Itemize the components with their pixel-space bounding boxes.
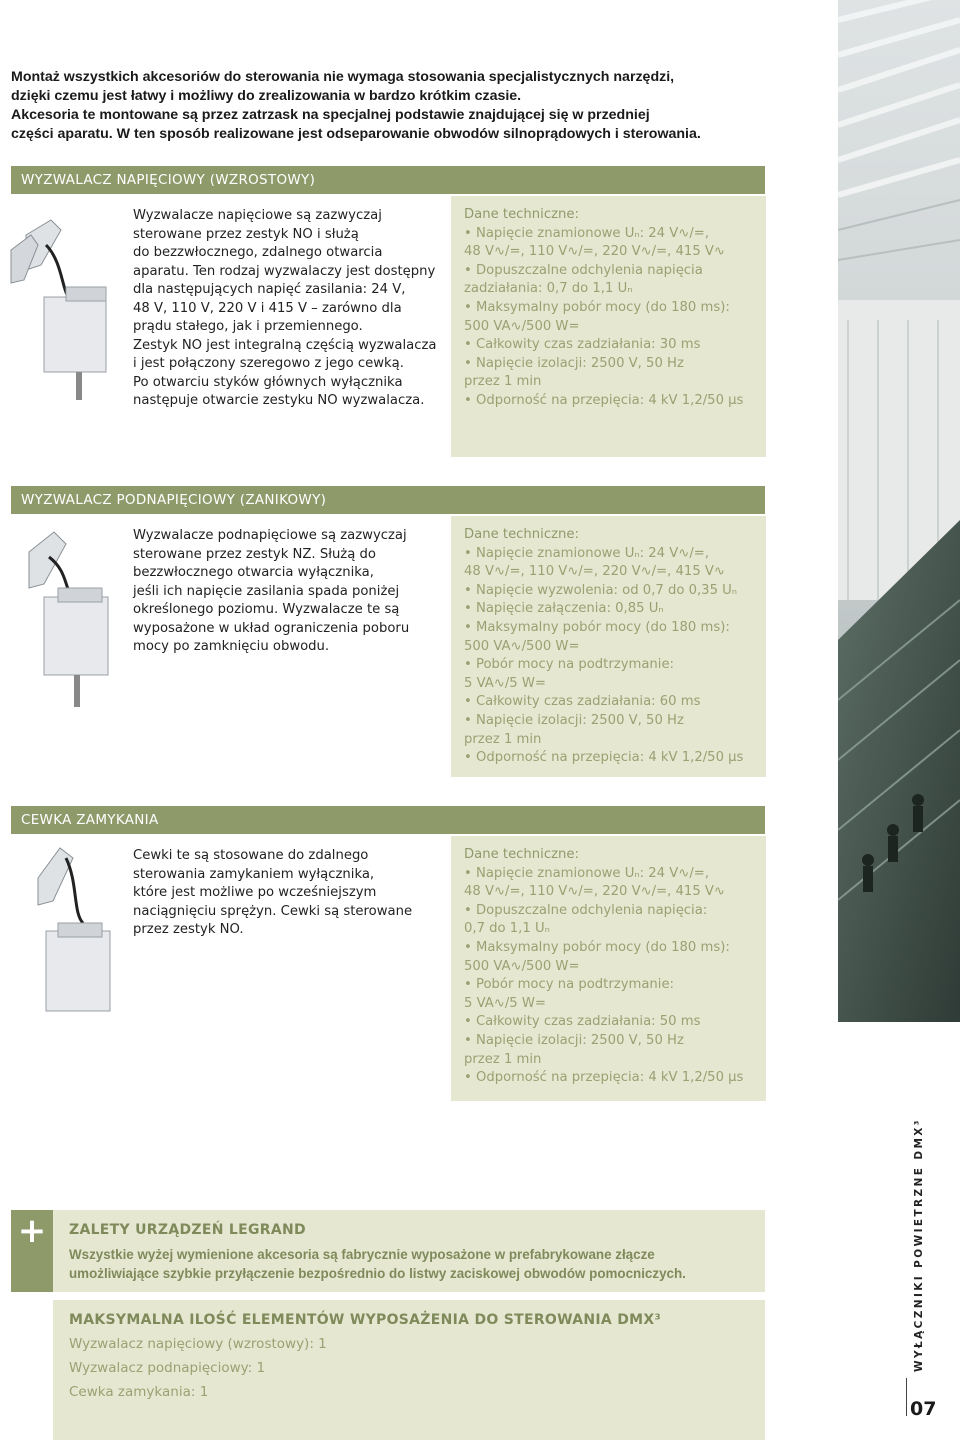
tech-line: • Całkowity czas zadziałania: 30 ms [464, 337, 701, 353]
footer-vertical-title: WYŁĄCZNIKI POWIETRZNE DMX³ [913, 1118, 925, 1372]
desc-line: dla następujących napięć zasilania: 24 V, [133, 282, 406, 297]
desc-line: Cewki te są stosowane do zdalnego [133, 848, 369, 863]
intro-line: Montaż wszystkich akcesoriów do sterowania nie wymaga stosowania specjalistycznych narzędzi, [11, 69, 675, 85]
tech-line: • Pobór mocy na podtrzymanie: [464, 977, 675, 993]
advantages-title: ZALETY URZĄDZEŃ LEGRAND [69, 1222, 306, 1238]
tech-line: • Maksymalny pobór mocy (do 180 ms): [464, 939, 730, 955]
desc-line: jeśli ich napięcie zasilania spada poniżej [133, 583, 400, 599]
desc-line: prądu stałego, jak i przemiennego. [133, 319, 363, 334]
footer-divider [906, 1378, 907, 1416]
tech-line: 48 V∿/=, 110 V∿/=, 220 V∿/=, 415 V∿ [464, 564, 725, 580]
intro-paragraph [11, 68, 811, 144]
tech-heading: Dane techniczne: [464, 847, 579, 862]
desc-line: i jest połączony szeregowo z jego cewką. [133, 356, 404, 371]
shunt-trip-description [133, 207, 443, 411]
undervoltage-technical-data [451, 516, 766, 777]
tech-line: • Pobór mocy na podtrzymanie: [464, 657, 675, 673]
desc-line: które jest możliwe po wcześniejszym [133, 885, 377, 900]
tech-line: 48 V∿/=, 110 V∿/=, 220 V∿/=, 415 V∿ [464, 244, 725, 260]
tech-line: przez 1 min [464, 1051, 542, 1067]
building-photo [838, 0, 960, 1022]
desc-line: Po otwarciu styków głównych wyłącznika [133, 374, 403, 390]
tech-line: • Dopuszczalne odchylenia napięcia: [464, 902, 708, 918]
undervoltage-device-image [14, 522, 124, 716]
desc-line: sterowane przez zestyk NO i służą [133, 226, 359, 242]
tech-line: • Odporność na przepięcia: 4 kV 1,2/50 µs [464, 1070, 744, 1086]
desc-line: sterowania zamykaniem wyłącznika, [133, 866, 375, 882]
intro-line: Akcesoria te montowane są przez zatrzask na specjalnej podstawie znajdującej się w przedniej [11, 107, 650, 123]
desc-line: Zestyk NO jest integralną częścią wyzwalacza [133, 337, 437, 353]
section-title-undervoltage: WYZWALACZ PODNAPIĘCIOWY (ZANIKOWY) [11, 486, 765, 514]
desc-line: następuje otwarcie zestyku NO wyzwalacza. [133, 393, 425, 408]
tech-line: • Napięcie izolacji: 2500 V, 50 Hz [464, 712, 684, 728]
desc-line: naciągnięciu sprężyn. Cewki są sterowane [133, 903, 413, 919]
tech-line: przez 1 min [464, 731, 542, 747]
tech-line: • Napięcie znamionowe Uₙ: 24 V∿/=, [464, 225, 710, 241]
tech-line: • Dopuszczalne odchylenia napięcia [464, 262, 703, 278]
tech-line: • Całkowity czas zadziałania: 60 ms [464, 694, 701, 710]
desc-line: przez zestyk NO. [133, 922, 244, 937]
tech-line: • Napięcie załączenia: 0,85 Uₙ [464, 601, 664, 617]
tech-line: • Napięcie znamionowe Uₙ: 24 V∿/=, [464, 545, 710, 561]
tech-line: 5 VA∿/5 W= [464, 995, 546, 1011]
advantages-text [69, 1245, 759, 1283]
desc-line: aparatu. Ten rodzaj wyzwalaczy jest dostępny [133, 263, 436, 279]
desc-line: bezzwłocznego otwarcia wyłącznika, [133, 565, 374, 580]
tech-line: • Odporność na przepięcia: 4 kV 1,2/50 µs [464, 750, 744, 766]
shunt-trip-technical-data [451, 196, 766, 457]
tech-line: przez 1 min [464, 374, 542, 390]
undervoltage-description [133, 527, 443, 657]
tech-line: • Napięcie wyzwolenia: od 0,7 do 0,35 Uₙ [464, 582, 738, 598]
tech-line: • Napięcie izolacji: 2500 V, 50 Hz [464, 355, 684, 371]
tech-line: 48 V∿/=, 110 V∿/=, 220 V∿/=, 415 V∿ [464, 884, 725, 900]
plus-icon: + [11, 1210, 53, 1292]
tech-line: 500 VA∿/500 W= [464, 318, 580, 334]
desc-line: określonego poziomu. Wyzwalacze te są [133, 602, 400, 617]
tech-line: • Maksymalny pobór mocy (do 180 ms): [464, 619, 730, 635]
closing-coil-technical-data [451, 836, 766, 1101]
tech-line: 500 VA∿/500 W= [464, 638, 580, 654]
tech-line: • Napięcie izolacji: 2500 V, 50 Hz [464, 1032, 684, 1048]
max-elements-item: Cewka zamykania: 1 [69, 1384, 209, 1400]
advantages-box [53, 1210, 765, 1292]
advantages-line: umożliwiające szybkie przyłączenie bezpośrednio do listwy zaciskowej obwodów pomocniczych. [69, 1266, 686, 1281]
max-elements-box [53, 1300, 765, 1440]
section-title-shunt-trip: WYZWALACZ NAPIĘCIOWY (WZROSTOWY) [11, 166, 765, 194]
tech-heading: Dane techniczne: [464, 207, 579, 222]
tech-line: • Maksymalny pobór mocy (do 180 ms): [464, 299, 730, 315]
tech-line: 0,7 do 1,1 Uₙ [464, 921, 550, 937]
tech-line: 5 VA∿/5 W= [464, 675, 546, 691]
intro-line: części aparatu. W ten sposób realizowane jest odseparowanie obwodów silnoprądowych i sterowania. [11, 126, 701, 142]
max-elements-item: Wyzwalacz podnapięciowy: 1 [69, 1360, 266, 1376]
desc-line: 48 V, 110 V, 220 V i 415 V – zarówno dla [133, 300, 402, 316]
tech-heading: Dane techniczne: [464, 527, 579, 542]
desc-line: mocy po zamknięciu obwodu. [133, 639, 330, 654]
desc-line: do bezzwłocznego, zdalnego otwarcia [133, 245, 383, 260]
max-elements-item: Wyzwalacz napięciowy (wzrostowy): 1 [69, 1336, 327, 1352]
section-title-closing-coil: CEWKA ZAMYKANIA [11, 806, 765, 834]
tech-line: • Napięcie znamionowe Uₙ: 24 V∿/=, [464, 865, 710, 881]
tech-line: • Odporność na przepięcia: 4 kV 1,2/50 µs [464, 392, 744, 408]
desc-line: sterowane przez zestyk NZ. Służą do [133, 546, 376, 562]
tech-line: 500 VA∿/500 W= [464, 958, 580, 974]
tech-line: zadziałania: 0,7 do 1,1 Uₙ [464, 281, 633, 297]
desc-line: Wyzwalacze podnapięciowe są zazwyczaj [133, 528, 407, 543]
closing-coil-description [133, 847, 443, 940]
closing-coil-device-image [28, 843, 128, 1027]
intro-line: dzięki czemu jest łatwy i możliwy do zrealizowania w bardzo krótkim czasie. [11, 88, 522, 104]
advantages-line: Wszystkie wyżej wymienione akcesoria są fabrycznie wyposażone w prefabrykowane złącze [69, 1247, 655, 1262]
page-number: 07 [910, 1398, 937, 1420]
desc-line: Wyzwalacze napięciowe są zazwyczaj [133, 208, 382, 223]
tech-line: • Całkowity czas zadziałania: 50 ms [464, 1014, 701, 1030]
max-elements-title: MAKSYMALNA ILOŚĆ ELEMENTÓW WYPOSAŻENIA DO STEROWANIA DMX³ [69, 1312, 661, 1328]
desc-line: wyposażone w układ ograniczenia poboru [133, 620, 410, 636]
shunt-trip-device-image [6, 205, 126, 409]
